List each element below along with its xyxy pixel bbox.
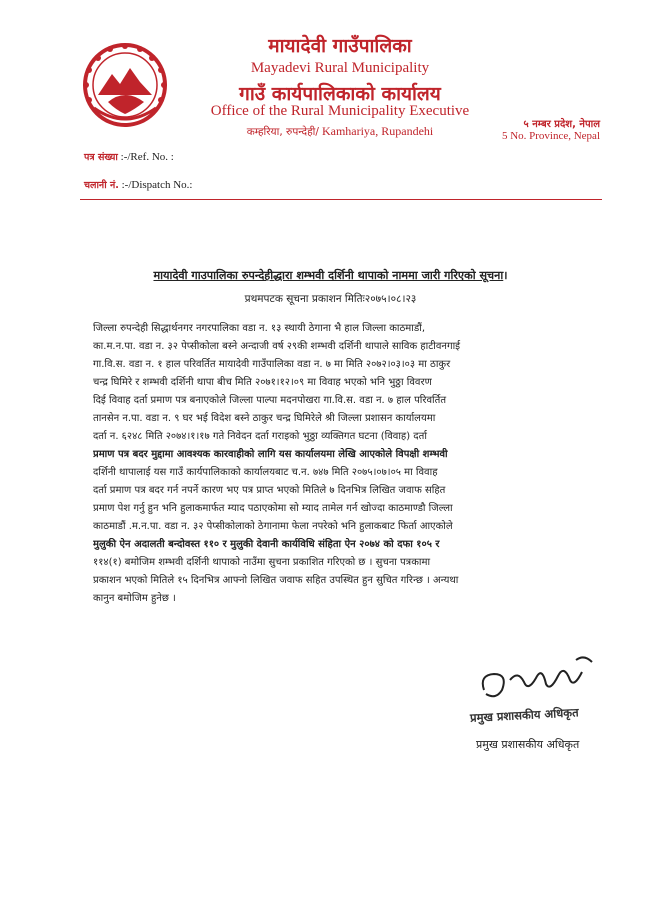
body-line: मुलुकी ऐन अदालती बन्दोवस्त ११० र मुलुकी देवानी कार्यविधि संहिता ऐन २०७४ को दफा १०५ र [93, 539, 440, 550]
body-line: दर्शिनी थापालाई यस गाउँ कार्यपालिकाको कार्यालयबाट च.न. ७४७ मिति २०७५।०७।०५ मा विवाह [93, 467, 438, 478]
notice-title-text: मायादेवी गाउपालिका रुपन्देहीद्धारा शम्भवी दर्शिनी थापाको नाममा जारी गरिएको सूचना [153, 269, 504, 282]
body-line: कानुन बमोजिम हुनेछ । [93, 593, 176, 604]
ref-label-en: :-/Ref. No. : [117, 151, 174, 163]
province-en: 5 No. Province, Nepal [501, 130, 600, 142]
office-address [200, 124, 480, 139]
address-en: Kamhariya, Rupandehi [318, 124, 434, 138]
ref-label-np: पत्र संख्या [84, 152, 118, 163]
dispatch-label-en: :-/Dispatch No.: [118, 179, 193, 191]
body-line: दर्ता प्रमाण पत्र बदर गर्न नपर्ने कारण भए पत्र प्राप्त भएको मितिले ७ दिनभित्र लिखित जवाफ सहित [93, 485, 446, 496]
body-line: का.म.न.पा. वडा न. ३२ पेप्सीकोला बस्ने अन्दाजी वर्ष २९की शम्भवी दर्शिनी थापाले साविक हाटीवनगाई [93, 341, 461, 352]
body-line: ११४(१) बमोजिम शम्भवी दर्शिनी थापाको नाउँमा सुचना प्रकाशित गरिएको छ । सुचना पत्रकामा [93, 557, 431, 568]
municipality-name-np: मायादेवी गाउँपालिका [268, 35, 412, 57]
office-name-np: गाउँ कार्यपालिकाको कार्यालय [239, 83, 441, 105]
body-line: प्रकाशन भएको मितिले १५ दिनभित्र आफ्नो लिखित जवाफ सहित उपस्थित हुन सुचित गरिन्छ । अन्यथा [93, 575, 459, 586]
body-line: तानसेन न.पा. वडा न. ९ घर भई विदेश बस्ने ठाकुर चन्द्र घिमिरेले श्री जिल्ला प्रशासन कार्यालयमा [93, 413, 436, 424]
address-np: कम्हरिया, रुपन्देही/ [246, 126, 319, 138]
body-line: प्रमाण पेश गर्नु हुन भनि हुलाकमार्फत म्याद पठाएकोमा सो म्याद तामेल गर्न खोज्दा काठमाण्डौ जिल्ला [93, 503, 453, 514]
signatory-title: प्रमुख प्रशासकीय अधिकृत [476, 738, 580, 751]
body-line: गा.वि.स. वडा न. १ हाल परिवर्तित मायादेवी गाउँपालिका वडा न. ७ मा मिति २०७२।०३।०३ मा ठाकुर [93, 359, 451, 370]
office-name-en: Office of the Rural Municipality Executive [210, 103, 470, 119]
body-line: काठमाडौं .म.न.पा. वडा न. ३२ पेप्सीकोलाको ठेगानामा फेला नपरेको भनि हुलाकबाट फिर्ता आएकोले [93, 521, 453, 532]
handwritten-signature [474, 650, 604, 710]
body-line: जिल्ला रुपन्देही सिद्धार्थनगर नगरपालिका वडा न. १३ स्थायी ठेगाना भै हाल जिल्ला काठमाडौं, [93, 323, 425, 334]
body-line: दिई विवाह दर्ता प्रमाण पत्र बनाएकोले जिल्ला पाल्पा मदनपोखरा गा.वि.स. वडा न. ७ हाल परिवर्तित [93, 395, 447, 406]
header-divider [80, 199, 602, 200]
dispatch-number-row [84, 178, 193, 191]
dispatch-label-np: चलानी नं. [84, 180, 119, 191]
province-np: ५ नम्बर प्रदेश, नेपाल [523, 119, 600, 130]
body-line: दर्ता न. ६२४८ मिति २०७४।१।१७ गते निवेदन दर्ता गराइको भुठ्ठा व्यक्तिगत घटना (विवाह) दर्ता [93, 431, 427, 442]
body-line: चन्द्र घिमिरे र शम्भवी दर्शिनी थापा बीच मिति २०७१।१२।०९ मा विवाह भएको भनि भुठ्ठा विवरण [93, 377, 432, 388]
signature-stamp: प्रमुख प्रशासकीय अधिकृत [469, 705, 579, 725]
body-line: प्रमाण पत्र बदर मुद्दामा आवश्यक कारवाहीको लागि यस कार्यालयमा लेखि आएकोले विपक्षी शम्भवी [93, 449, 448, 460]
municipality-name-en: Mayadevi Rural Municipality [250, 60, 430, 76]
notice-subtitle: प्रथमपटक सूचना प्रकाशन मितिः२०७५।०८।२३ [244, 293, 417, 305]
municipality-emblem [80, 40, 170, 130]
notice-title [60, 268, 601, 283]
notice-title-end: । [503, 269, 508, 282]
reference-number-row [84, 150, 174, 163]
